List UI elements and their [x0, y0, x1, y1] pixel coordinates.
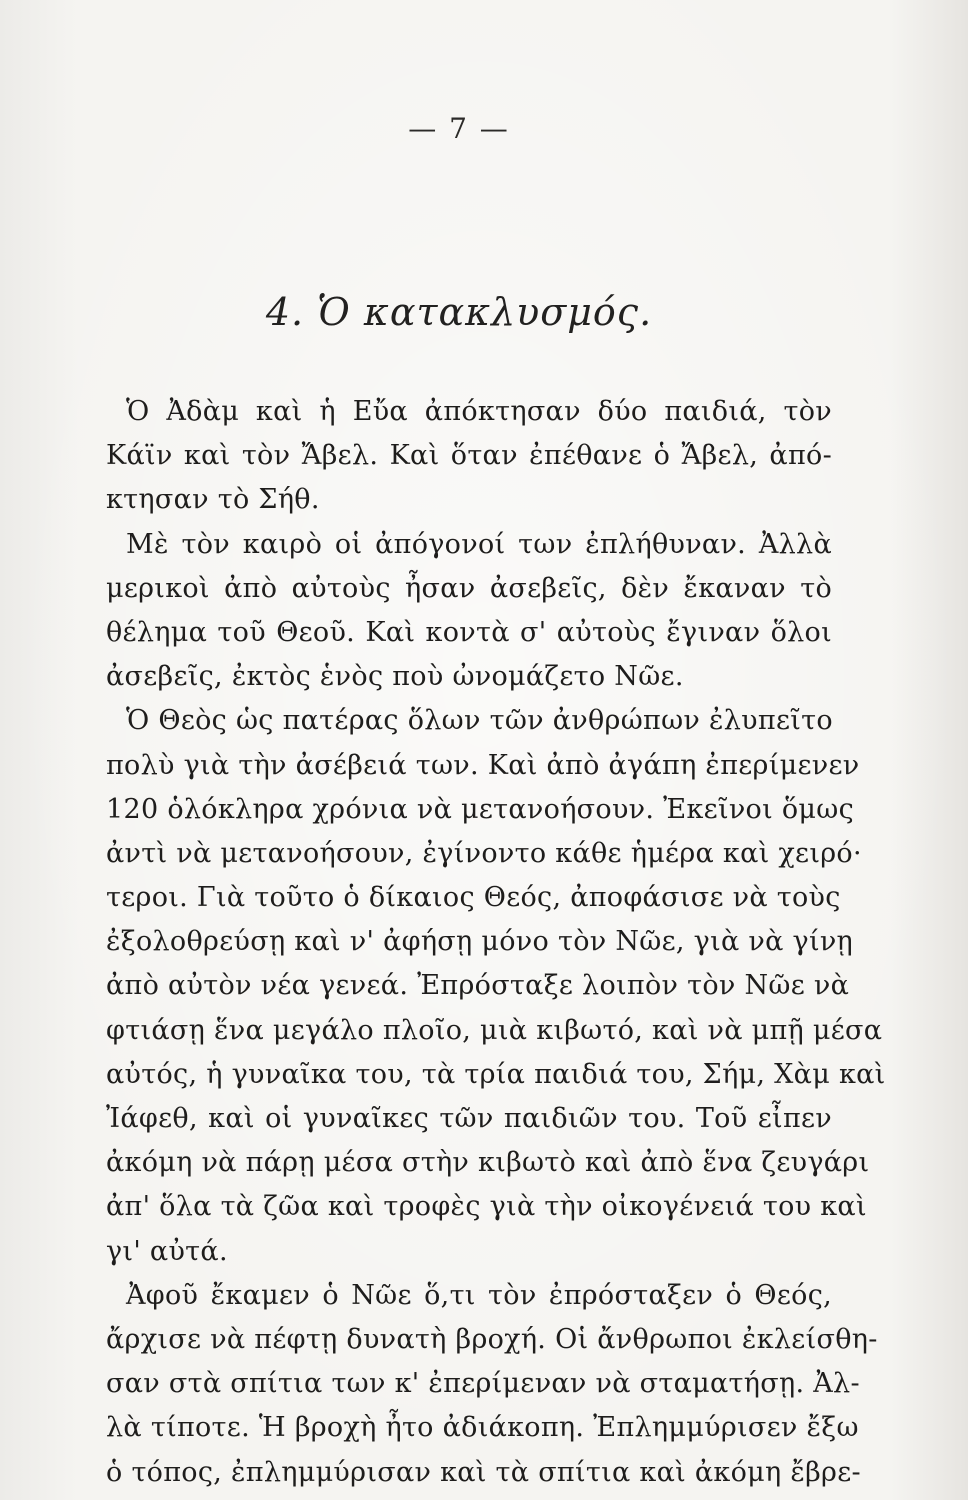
text-line: Ἰάφεθ, καὶ οἱ γυναῖκες τῶν παιδιῶν του. Τοῦ εἶπεν: [106, 1103, 832, 1134]
text-line: φτιάσῃ ἕνα μεγάλο πλοῖο, μιὰ κιβωτό, καὶ νὰ μπῇ μέσα: [106, 1014, 883, 1046]
text-line: θέλημα τοῦ Θεοῦ. Καὶ κοντὰ σ' αὐτοὺς ἔγιναν ὅλοι: [106, 616, 832, 648]
text-line: Ὁ Θεὸς ὡς πατέρας ὅλων τῶν ἀνθρώπων ἐλυπεῖτο: [126, 705, 833, 737]
text-line: σαν στὰ σπίτια των κ' ἐπερίμεναν νὰ σταματήσῃ. Ἀλ-: [106, 1368, 860, 1400]
text-line: ἀντὶ νὰ μετανοήσουν, ἐγίνοντο κάθε ἡμέρα καὶ χειρό·: [106, 837, 862, 869]
text-line: ἐξολοθρεύσῃ καὶ ν' ἀφήσῃ μόνο τὸν Νῶε, γιὰ νὰ γίνῃ: [106, 926, 854, 958]
text-line: 120 ὁλόκληρα χρόνια νὰ μετανοήσουν. Ἐκεῖνοι ὅμως: [106, 793, 855, 825]
text-line: πολὺ γιὰ τὴν ἀσέβειά των. Καὶ ἀπὸ ἀγάπη ἐπερίμενεν: [106, 749, 860, 781]
text-line: ἀσεβεῖς, ἐκτὸς ἑνὸς ποὺ ὠνομάζετο Νῶε.: [106, 661, 684, 693]
text-line: ἀπὸ αὐτὸν νέα γενεά. Ἐπρόσταξε λοιπὸν τὸν Νῶε νὰ: [106, 970, 850, 1002]
text-line: λὰ τίποτε. Ἡ βροχὴ ἦτο ἀδιάκοπη. Ἐπλημμύρισεν ἔξω: [106, 1412, 859, 1444]
text-line: τεροι. Γιὰ τοῦτο ὁ δίκαιος Θεός, ἀποφάσισε νὰ τοὺς: [106, 882, 841, 914]
text-line: ἄρχισε νὰ πέφτῃ δυνατὴ βροχή. Οἱ ἄνθρωποι ἐκλείσθη-: [106, 1323, 878, 1355]
body-text: [106, 390, 886, 1495]
text-line: ὁ τόπος, ἐπλημμύρισαν καὶ τὰ σπίτια καὶ ἀκόμη ἔβρε-: [106, 1456, 861, 1488]
text-line: αὐτός, ἡ γυναῖκα του, τὰ τρία παιδιά του, Σήμ, Χὰμ καὶ: [106, 1058, 886, 1090]
text-line: μερικοὶ ἀπὸ αὐτοὺς ἦσαν ἀσεβεῖς, δὲν ἔκαναν τὸ: [106, 572, 832, 604]
chapter-title: 4. Ὁ κατακλυσμός.: [265, 290, 653, 334]
text-line: Κάϊν καὶ τὸν Ἄβελ. Καὶ ὅταν ἐπέθανε ὁ Ἄβελ, ἀπό-: [106, 440, 832, 472]
text-line: γι' αὐτά.: [106, 1235, 228, 1267]
text-line: ἀκόμη νὰ πάρῃ μέσα στὴν κιβωτὸ καὶ ἀπὸ ἕνα ζευγάρι: [106, 1147, 870, 1179]
text-line: Μὲ τὸν καιρὸ οἱ ἀπόγονοί των ἐπλήθυναν. Ἀλλὰ: [126, 528, 832, 560]
text-line: κτησαν τὸ Σήθ.: [106, 484, 320, 516]
page-number: — 7 —: [408, 112, 510, 145]
text-line: ἀπ' ὅλα τὰ ζῶα καὶ τροφὲς γιὰ τὴν οἰκογένειά του καὶ: [106, 1191, 867, 1223]
text-line: Ὁ Ἀδὰμ καὶ ἡ Εὔα ἀπόκτησαν δύο παιδιά, τὸν: [126, 396, 832, 427]
text-line: Ἀφοῦ ἔκαμεν ὁ Νῶε ὅ,τι τὸν ἐπρόσταξεν ὁ Θεός,: [126, 1279, 832, 1311]
